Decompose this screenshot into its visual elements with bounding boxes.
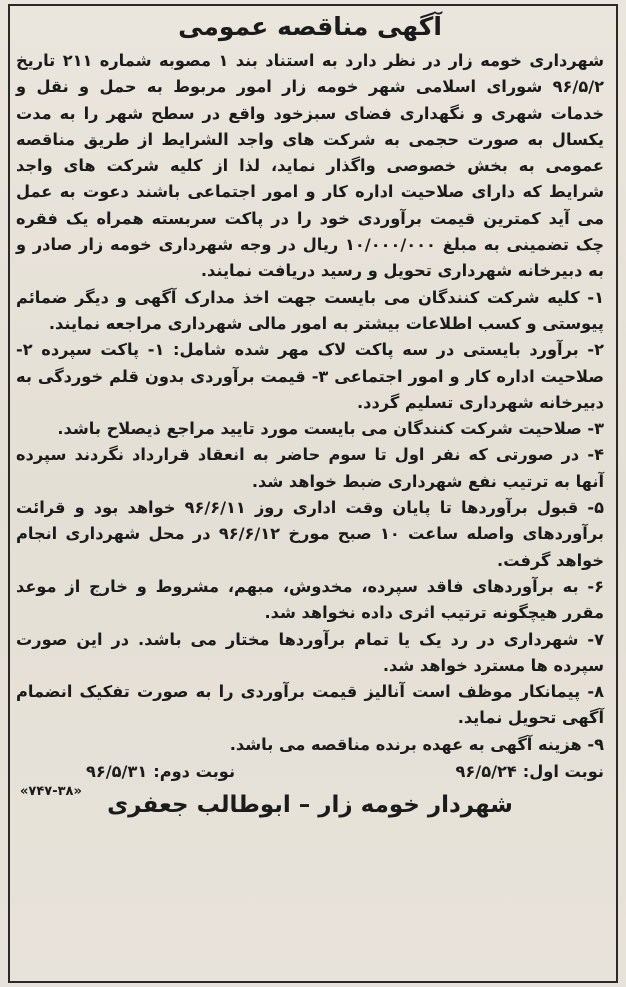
second-publication	[16, 759, 235, 784]
clause-3: ۳- صلاحیت شرکت کنندگان می بایست مورد تایید مراجع ذیصلاح باشد.	[57, 419, 604, 439]
clause-2: ۲- برآورد بایستی در سه پاکت لاک مهر شده شامل: ۱- پاکت سپرده ۲- صلاحیت اداره کار و امور اجتماعی ۳- قیمت برآوردی بدون قلم خوردگی به دبیرخانه شهرداری تسلیم گردد.	[16, 340, 604, 412]
first-date: ۹۶/۵/۲۴	[455, 762, 517, 782]
second-label: نوبت دوم:	[153, 762, 236, 782]
signature: شهردار خومه زار – ابوطالب جعفری	[107, 792, 513, 819]
intro-paragraph: شهرداری خومه زار در نظر دارد به استناد بند ۱ مصوبه شماره ۲۱۱ تاریخ ۹۶/۵/۲ شورای اسلامی شهر خومه زار امور مربوط به حمل و نقل و خدمات شهری و نگهداری فضای سبزخود واقع در سطح شهر را به مدت یکسال به صورت حجمی به شرکت های واجد الشرایط از طریق مناقصه عمومی به بخش خصوصی واگذار نماید، لذا از کلیه شرکت های واجد شرایط که دارای صلاحیت اداره کار و امور اجتماعی باشند دعوت به عمل می آید کمترین قیمت برآوردی خود را در پاکت سربسته همراه یک فقره چک تضمینی به مبلغ ۱۰/۰۰۰/۰۰۰ ریال در وجه شهرداری خومه زار صادر و به دبیرخانه شهرداری تحویل و رسید دریافت نمایند.	[16, 51, 605, 281]
ad-code: «۷۴۷-۳۸»	[20, 784, 82, 800]
clause-6: ۶- به برآوردهای فاقد سپرده، مخدوش، مبهم، مشروط و خارج از موعد مقرر هیچگونه ترتیب اثری داده نخواهد شد.	[16, 576, 604, 623]
clause-7: ۷- شهرداری در رد یک یا تمام برآوردها مختار می باشد. در این صورت سپرده ها مسترد خواهد شد.	[16, 629, 604, 675]
signature-row	[16, 784, 604, 824]
second-date: ۹۶/۵/۳۱	[86, 762, 148, 782]
notice-title: آگهی مناقصه عمومی	[178, 12, 442, 41]
clause-5: ۵- قبول برآوردها تا پایان وقت اداری روز ۹۶/۶/۱۱ خواهد بود و قرائت برآوردهای واصله ساعت ۱۰ صبح مورخ ۹۶/۶/۱۲ در محل شهرداری انجام خواهد گرفت.	[16, 498, 605, 570]
clause-9: ۹- هزینه آگهی به عهده برنده مناقصه می باشد.	[229, 734, 604, 754]
first-label: نوبت اول:	[522, 762, 604, 782]
clause-1: ۱- کلیه شرکت کنندگان می بایست جهت اخذ مدارک آگهی و دیگر ضمائم پیوستی و کسب اطلاعات بیشتر به امور مالی شهرداری مراجعه نمایند.	[16, 287, 604, 333]
clause-8: ۸- پیمانکار موظف است آنالیز قیمت برآوردی را به صورت تفکیک انضمام آگهی تحویل نماید.	[16, 682, 604, 728]
first-publication	[456, 759, 604, 784]
publication-dates	[16, 759, 604, 784]
clause-4: ۴- در صورتی که نفر اول تا سوم حاضر به انعقاد قرارداد نگردند سپرده آنها به ترتیب نفع شهرداری ضبط خواهد شد.	[16, 445, 604, 491]
